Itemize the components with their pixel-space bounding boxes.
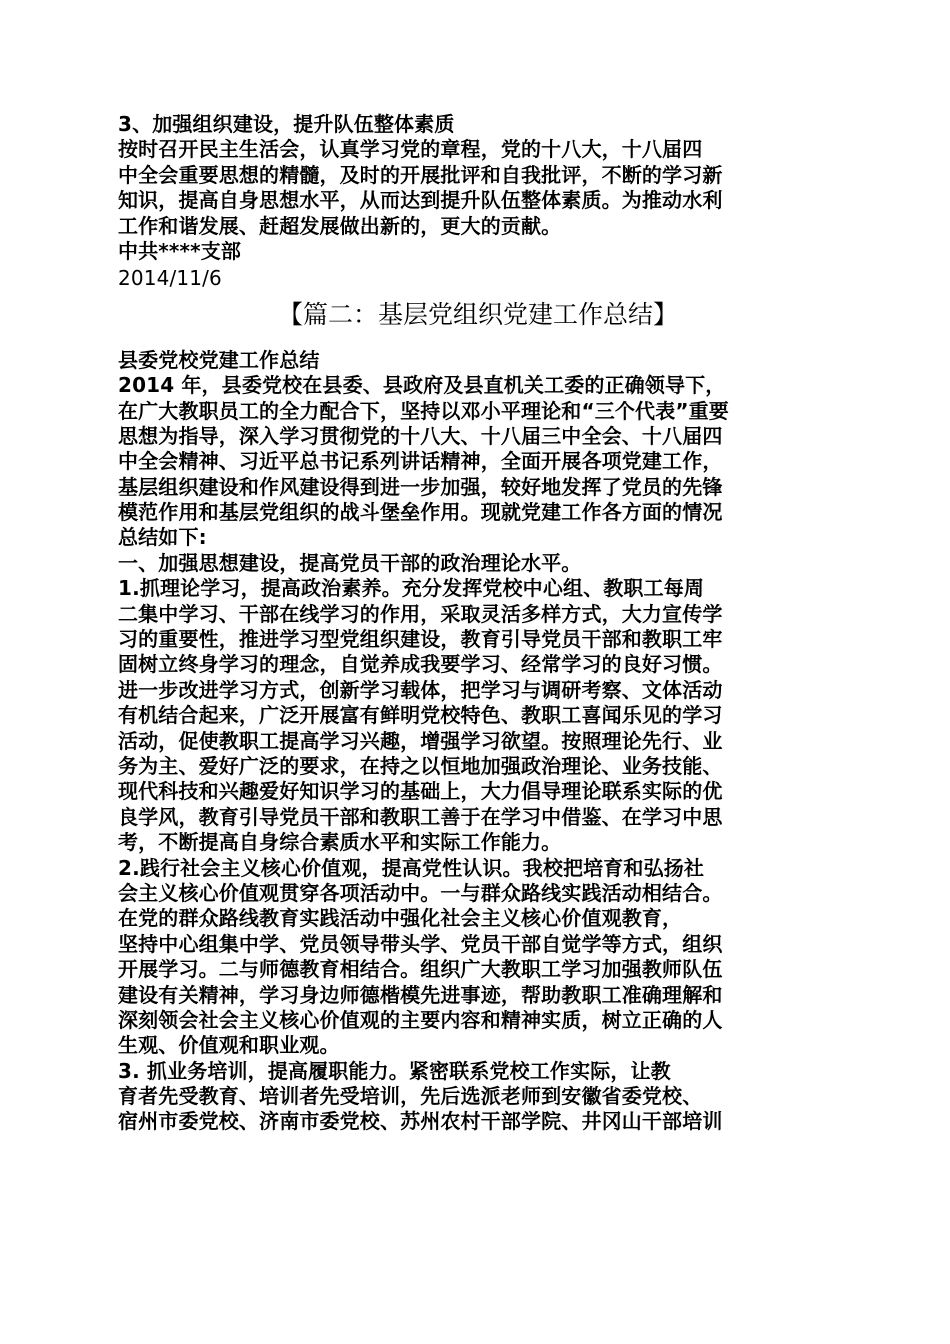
paragraph-line: 进一步改进学习方式，创新学习载体，把学习与调研考察、文体活动 [118,677,723,702]
paragraph-line: 3. 抓业务培训，提高履职能力。紧密联系党校工作实际，让教 [118,1058,671,1083]
signature: 中共****支部 [118,238,242,263]
paragraph-line: 建设有关精神，学习身边师德楷模先进事迹，帮助教职工准确理解和 [118,982,723,1007]
part1-line: 知识，提高自身思想水平，从而达到提升队伍整体素质。为推动水利 [118,188,723,213]
paragraph-line: 习的重要性，推进学习型党组织建设，教育引导党员干部和教职工牢 [118,627,723,652]
part2-block [118,348,838,1135]
paragraph-line: 会主义核心价值观贯穿各项活动中。一与群众路线实践活动相结合。 [118,880,723,905]
paragraph-line: 育者先受教育、培训者先受培训，先后选派老师到安徽省委党校、 [118,1084,703,1109]
paragraph-line: 活动，促使教职工提高学习兴趣，增强学习欲望。按照理论先行、业 [118,728,723,753]
paragraph-line: 基层组织建设和作风建设得到进一步加强，较好地发挥了党员的先锋 [118,474,723,499]
part1-line: 工作和谐发展、赶超发展做出新的，更大的贡献。 [118,213,562,238]
paragraph-line: 总结如下: [118,525,207,550]
section-title: 【篇二：基层党组织党建工作总结】 [277,299,678,329]
paragraph-line: 2014 年，县委党校在县委、县政府及县直机关工委的正确领导下， [118,373,726,398]
paragraph-line: 务为主、爱好广泛的要求，在持之以恒地加强政治理论、业务技能、 [118,753,723,778]
paragraph-line: 开展学习。二与师德教育相结合。组织广大教职工学习加强教师队伍 [118,957,723,982]
paragraph-line: 生观、价值观和职业观。 [118,1033,340,1058]
paragraph-line: 有机结合起来，广泛开展富有鲜明党校特色、教职工喜闻乐见的学习 [118,703,723,728]
paragraph-line: 1.抓理论学习，提高政治素养。充分发挥党校中心组、教职工每周 [118,576,705,601]
part1-heading: 3、加强组织建设，提升队伍整体素质 [118,112,455,136]
paragraph-line: 模范作用和基层党组织的战斗堡垒作用。现就党建工作各方面的情况 [118,500,723,525]
subheading-line: 一、加强思想建设，提高党员干部的政治理论水平。 [118,550,582,575]
date: 2014/11/6 [118,266,222,291]
paragraph-line: 二集中学习、干部在线学习的作用，采取灵活多样方式，大力宣传学 [118,601,723,626]
part1-line: 中全会重要思想的精髓，及时的开展批评和自我批评，不断的学习新 [118,162,723,187]
document-page [118,112,838,1135]
paragraph-line: 2.践行社会主义核心价值观，提高党性认识。我校把培育和弘扬社 [118,855,705,880]
paragraph-line: 固树立终身学习的理念，自觉养成我要学习、经常学习的良好习惯。 [118,652,723,677]
paragraph-line: 宿州市委党校、济南市委党校、苏州农村干部学院、井冈山干部培训 [118,1109,723,1134]
paragraph-line: 良学风，教育引导党员干部和教职工善于在学习中借鉴、在学习中思 [118,804,723,829]
part1-block [118,112,838,292]
paragraph-line: 在广大教职员工的全力配合下，坚持以邓小平理论和“三个代表”重要 [118,398,729,423]
paragraph-line: 中全会精神、习近平总书记系列讲话精神，全面开展各项党建工作， [118,449,723,474]
paragraph-line: 在党的群众路线教育实践活动中强化社会主义核心价值观教育， [118,906,683,931]
part1-line: 按时召开民主生活会，认真学习党的章程，党的十八大，十八届四 [118,137,703,162]
paragraph-line: 深刻领会社会主义核心价值观的主要内容和精神实质，树立正确的人 [118,1007,723,1032]
paragraph-line: 现代科技和兴趣爱好知识学习的基础上，大力倡导理论联系实际的优 [118,779,723,804]
paragraph-line: 考，不断提高自身综合素质水平和实际工作能力。 [118,830,562,855]
paragraph-line: 坚持中心组集中学、党员领导带头学、党员干部自觉学等方式，组织 [118,931,723,956]
report-title: 县委党校党建工作总结 [118,347,320,372]
paragraph-line: 思想为指导，深入学习贯彻党的十八大、十八届三中全会、十八届四 [118,423,723,448]
